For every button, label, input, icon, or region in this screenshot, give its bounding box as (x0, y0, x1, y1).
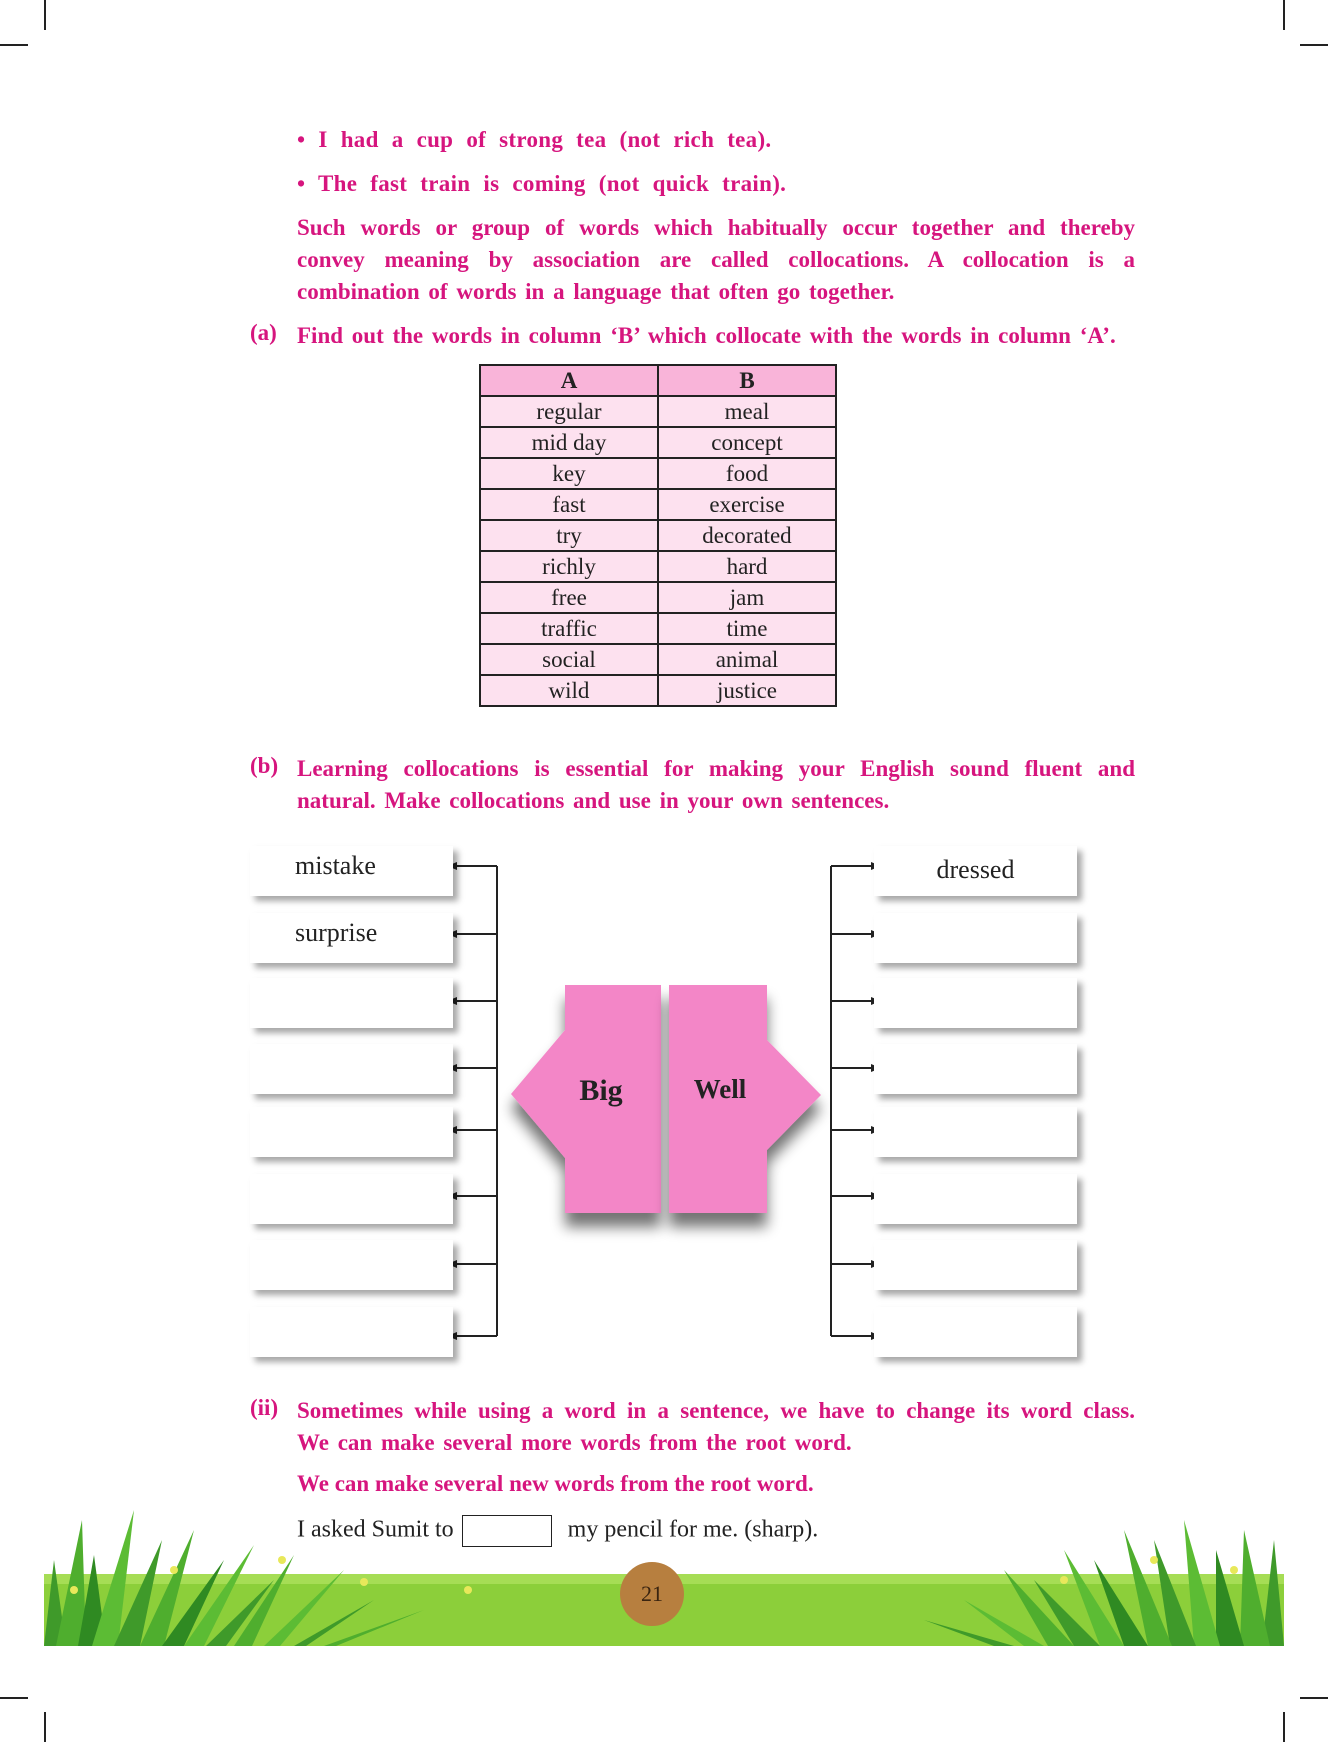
question-b-label: (b) (250, 753, 279, 778)
question-a-label: (a) (250, 320, 277, 345)
center-word-well: Well (693, 1074, 747, 1104)
question-ii-text: Sometimes while using a word in a sentence, we have to change its word class. We can make several more words from the root word. (297, 1398, 1135, 1455)
table-cell: key (480, 458, 658, 489)
example-bullet-2: • The fast train is coming (not quick train). (297, 171, 787, 196)
center-word-big: Big (579, 1074, 623, 1107)
question-a-text: Find out the words in column ‘B’ which collocate with the words in column ‘A’. (297, 323, 1116, 348)
right-answer-box[interactable] (874, 1107, 1077, 1157)
table-cell: social (480, 644, 658, 675)
table-cell: try (480, 520, 658, 551)
table-cell: hard (658, 551, 836, 582)
table-cell: jam (658, 582, 836, 613)
right-answer-box[interactable] (874, 978, 1077, 1028)
left-answer-box[interactable]: surprise (250, 913, 453, 963)
table-cell: decorated (658, 520, 836, 551)
left-answer-box[interactable] (250, 1307, 453, 1357)
right-answer-box[interactable] (874, 1044, 1077, 1094)
left-answer-box[interactable] (250, 1044, 453, 1094)
right-answer-box[interactable] (874, 1307, 1077, 1357)
right-arrows (831, 866, 880, 1336)
left-answer-box[interactable] (250, 1107, 453, 1157)
table-cell: richly (480, 551, 658, 582)
table-cell: animal (658, 644, 836, 675)
question-ii-label: (ii) (250, 1395, 279, 1420)
left-answer-box[interactable] (250, 1174, 453, 1224)
table-cell: free (480, 582, 658, 613)
right-answer-box[interactable] (874, 1240, 1077, 1290)
question-b-text: Learning collocations is essential for making your English sound fluent and natural. Make collocations and use in your own sentences. (297, 756, 1135, 813)
table-cell: meal (658, 396, 836, 427)
right-answer-box[interactable] (874, 1174, 1077, 1224)
left-answer-box[interactable] (250, 978, 453, 1028)
table-cell: time (658, 613, 836, 644)
page-number: 21 (620, 1562, 684, 1626)
definition-paragraph: Such words or group of words which habitually occur together and thereby convey meaning by association are called collocations. A collocation is a combination of words in a language that often go together. (297, 215, 1135, 304)
left-answer-box[interactable] (250, 1240, 453, 1290)
left-arrows (448, 866, 497, 1336)
right-answer-box[interactable]: dressed (874, 846, 1077, 896)
right-answer-box[interactable] (874, 913, 1077, 963)
sentence-end: my pencil for me. (sharp). (567, 1516, 819, 1543)
question-ii-subtext: We can make several new words from the root word. (297, 1471, 814, 1496)
table-cell: traffic (480, 613, 658, 644)
table-cell: food (658, 458, 836, 489)
table-cell: fast (480, 489, 658, 520)
column-header-b: B (658, 365, 836, 396)
table-cell: justice (658, 675, 836, 706)
table-cell: mid day (480, 427, 658, 458)
table-cell: concept (658, 427, 836, 458)
sentence-start: I asked Sumit to (297, 1516, 454, 1543)
column-header-a: A (480, 365, 658, 396)
table-cell: exercise (658, 489, 836, 520)
table-cell: regular (480, 396, 658, 427)
left-answer-box[interactable]: mistake (250, 846, 453, 896)
table-cell: wild (480, 675, 658, 706)
example-bullet-1: • I had a cup of strong tea (not rich tea). (297, 127, 772, 152)
